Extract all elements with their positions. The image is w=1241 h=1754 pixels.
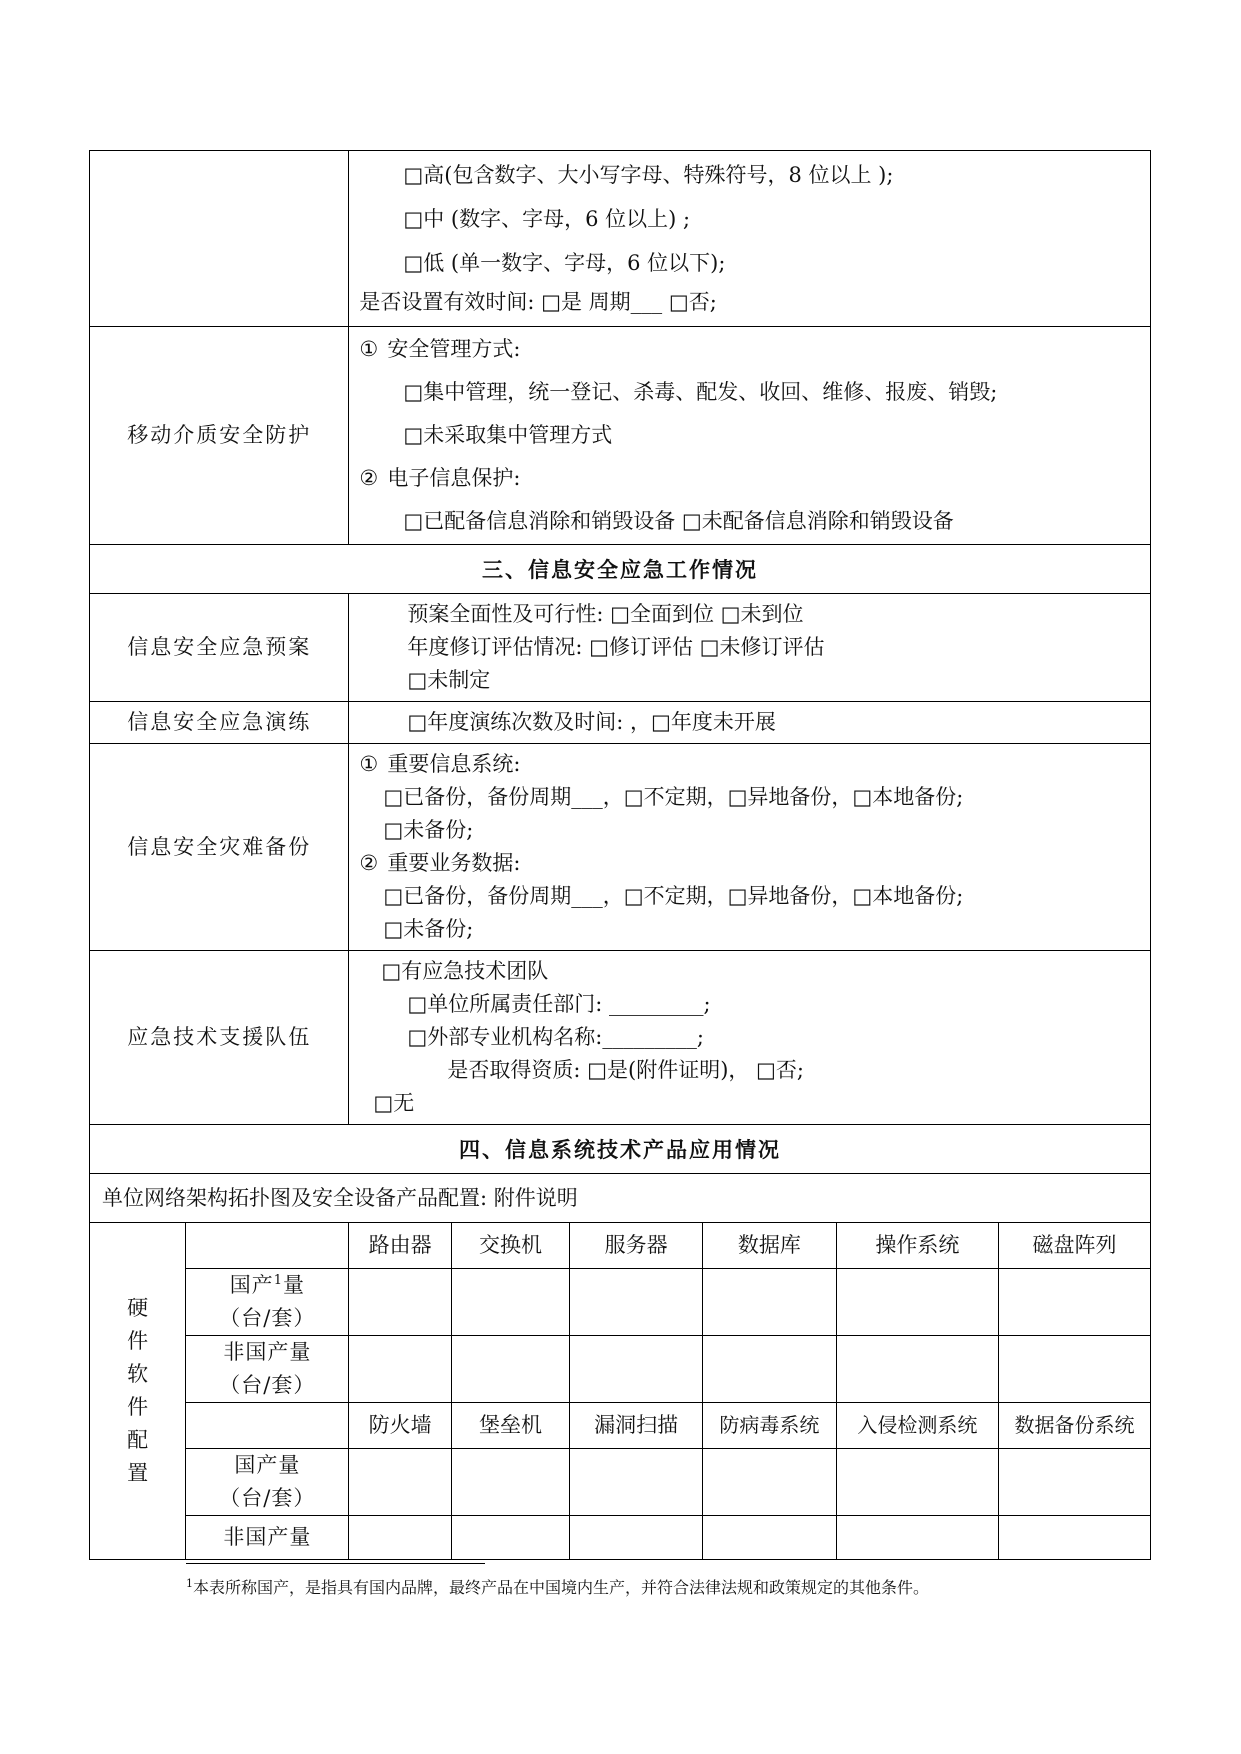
- domestic-count-label: 国产$^1$量 （台/套）: [186, 1269, 349, 1336]
- blank-header-cell: [186, 1223, 349, 1269]
- foreign-count-label: 非国产量: [186, 1516, 349, 1560]
- emergency-drill-label: 信息安全应急演练: [90, 702, 349, 744]
- systems-backup-options[interactable]: □已备份，备份周期___，□不定期，□异地备份，□本地备份;: [383, 785, 964, 809]
- item-number-1: ①: [359, 337, 379, 361]
- footnote-ref: 1: [273, 1273, 283, 1288]
- data-no-backup-option[interactable]: □未备份;: [383, 917, 474, 941]
- emergency-drill-row: [90, 702, 1151, 744]
- product-header-row-1: [90, 1223, 1151, 1269]
- emergency-drill-content: [349, 702, 1151, 744]
- foreign-count-row-1: [90, 1336, 1151, 1403]
- header-disk-array: 磁盘阵列: [998, 1223, 1150, 1269]
- input-cell[interactable]: [998, 1516, 1150, 1560]
- disaster-backup-content: [349, 744, 1151, 951]
- item-number-2: ②: [359, 851, 379, 875]
- header-data-backup: 数据备份系统: [998, 1403, 1150, 1449]
- header-switch: 交换机: [451, 1223, 570, 1269]
- input-cell[interactable]: [349, 1516, 451, 1560]
- input-cell[interactable]: [703, 1336, 837, 1403]
- product-header-row-2: [90, 1403, 1151, 1449]
- input-cell[interactable]: [451, 1269, 570, 1336]
- domestic-count-row-1: [90, 1269, 1151, 1336]
- no-team-option[interactable]: □无: [373, 1091, 415, 1115]
- password-medium-option[interactable]: □中 (数字、字母，6 位以上) ;: [403, 206, 691, 231]
- blank-header-cell: [186, 1403, 349, 1449]
- domestic-count-row-2: [90, 1449, 1151, 1516]
- input-cell[interactable]: [349, 1449, 451, 1516]
- centralized-management-option[interactable]: □集中管理，统一登记、杀毒、配发、收回、维修、报废、销毁;: [403, 380, 998, 404]
- password-strength-row: [90, 151, 1151, 327]
- plan-revision-line[interactable]: 年度修订评估情况: □修订评估 □未修订评估: [407, 635, 825, 659]
- input-cell[interactable]: [703, 1449, 837, 1516]
- input-cell[interactable]: [451, 1449, 570, 1516]
- header-antivirus: 防病毒系统: [703, 1403, 837, 1449]
- network-topology-line: 单位网络架构拓扑图及安全设备产品配置: 附件说明: [90, 1174, 1151, 1223]
- section-4-row: [90, 1125, 1151, 1174]
- header-server: 服务器: [570, 1223, 703, 1269]
- item-number-2: ②: [359, 466, 379, 490]
- hardware-software-config-label: 硬 件 软 件 配 置: [90, 1223, 186, 1560]
- important-data-title: 重要业务数据:: [387, 851, 521, 875]
- password-high-option[interactable]: □高(包含数字、大小写字母、特殊符号，8 位以上 );: [403, 162, 894, 187]
- input-cell[interactable]: [836, 1269, 998, 1336]
- input-cell[interactable]: [349, 1269, 451, 1336]
- plan-feasibility-line[interactable]: 预案全面性及可行性: □全面到位 □未到位: [407, 602, 804, 626]
- emergency-plan-content: [349, 594, 1151, 702]
- domestic-count-label: 国产量 （台/套）: [186, 1449, 349, 1516]
- data-erase-device-options[interactable]: □已配备信息消除和销毁设备 □未配备信息消除和销毁设备: [403, 509, 954, 533]
- header-os: 操作系统: [836, 1223, 998, 1269]
- drill-options-line[interactable]: □年度演练次数及时间: ，□年度未开展: [407, 710, 776, 734]
- input-cell[interactable]: [703, 1269, 837, 1336]
- tech-support-row: [90, 951, 1151, 1125]
- mobile-media-label: 移动介质安全防护: [90, 327, 349, 545]
- data-backup-options[interactable]: □已备份，备份周期___，□不定期，□异地备份，□本地备份;: [383, 884, 964, 908]
- footnote-number: 1: [186, 1577, 193, 1590]
- header-vuln-scan: 漏洞扫描: [570, 1403, 703, 1449]
- disaster-backup-row: [90, 744, 1151, 951]
- electronic-protection-title: 电子信息保护:: [387, 466, 521, 490]
- foreign-count-row-2: [90, 1516, 1151, 1560]
- tech-support-label: 应急技术支援队伍: [90, 951, 349, 1125]
- systems-no-backup-option[interactable]: □未备份;: [383, 818, 474, 842]
- emergency-plan-label: 信息安全应急预案: [90, 594, 349, 702]
- disaster-backup-label: 信息安全灾难备份: [90, 744, 349, 951]
- header-ids: 入侵检测系统: [836, 1403, 998, 1449]
- footnote: [186, 1575, 929, 1598]
- management-mode-title: 安全管理方式:: [387, 337, 521, 361]
- input-cell[interactable]: [836, 1336, 998, 1403]
- section-3-title: 三、信息安全应急工作情况: [90, 545, 1151, 594]
- input-cell[interactable]: [998, 1336, 1150, 1403]
- foreign-count-label: 非国产量 （台/套）: [186, 1336, 349, 1403]
- item-number-1: ①: [359, 752, 379, 776]
- no-centralized-management-option[interactable]: □未采取集中管理方式: [403, 423, 613, 447]
- password-low-option[interactable]: □低 (单一数字、字母，6 位以下);: [403, 250, 726, 275]
- input-cell[interactable]: [570, 1269, 703, 1336]
- password-content-cell: [349, 151, 1151, 327]
- qualification-options[interactable]: 是否取得资质: □是(附件证明)， □否;: [447, 1058, 804, 1082]
- footnote-text: 本表所称国产，是指具有国内品牌，最终产品在中国境内生产，并符合法律法规和政策规定的其他条件。: [193, 1578, 930, 1597]
- password-label-cell: [90, 151, 349, 327]
- header-bastion: 堡垒机: [451, 1403, 570, 1449]
- password-validity-line[interactable]: 是否设置有效时间: □是 周期___ □否;: [359, 289, 717, 314]
- header-firewall: 防火墙: [349, 1403, 451, 1449]
- input-cell[interactable]: [998, 1449, 1150, 1516]
- info-security-form-table: [89, 150, 1151, 1560]
- section-3-row: [90, 545, 1151, 594]
- plan-not-made-option[interactable]: □未制定: [407, 668, 491, 692]
- emergency-plan-row: [90, 594, 1151, 702]
- has-team-option[interactable]: □有应急技术团队: [381, 959, 549, 983]
- input-cell[interactable]: [998, 1269, 1150, 1336]
- header-database: 数据库: [703, 1223, 837, 1269]
- header-router: 路由器: [349, 1223, 451, 1269]
- tech-support-content: [349, 951, 1151, 1125]
- input-cell[interactable]: [836, 1516, 998, 1560]
- input-cell[interactable]: [349, 1336, 451, 1403]
- input-cell[interactable]: [570, 1336, 703, 1403]
- footnote-separator: [186, 1563, 485, 1564]
- internal-department-field[interactable]: □单位所属责任部门: _________;: [407, 992, 711, 1016]
- input-cell[interactable]: [451, 1516, 570, 1560]
- input-cell[interactable]: [570, 1516, 703, 1560]
- section-4-title: 四、信息系统技术产品应用情况: [90, 1125, 1151, 1174]
- input-cell[interactable]: [703, 1516, 837, 1560]
- important-systems-title: 重要信息系统:: [387, 752, 521, 776]
- external-agency-field[interactable]: □外部专业机构名称:_________;: [407, 1025, 704, 1049]
- input-cell[interactable]: [451, 1336, 570, 1403]
- input-cell[interactable]: [570, 1449, 703, 1516]
- network-row: [90, 1174, 1151, 1223]
- mobile-media-row: [90, 327, 1151, 545]
- input-cell[interactable]: [836, 1449, 998, 1516]
- mobile-media-content: [349, 327, 1151, 545]
